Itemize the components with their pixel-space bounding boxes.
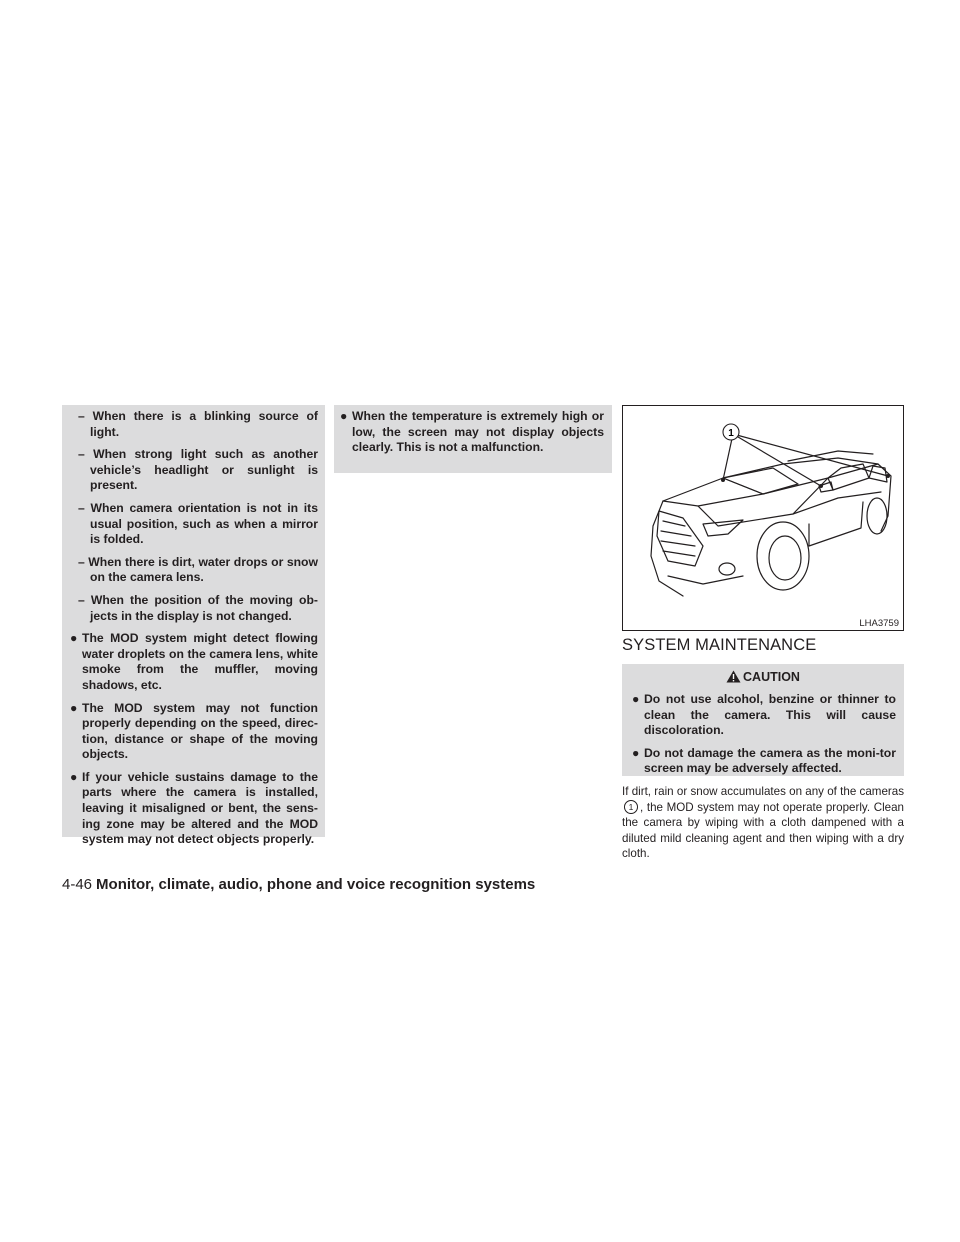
bullet-text: The MOD system might detect flowing water droplets on the camera lens, white smoke from the muffler, moving shadows, etc.	[82, 631, 318, 692]
maintenance-text-end: , the MOD system may not operate properly. Clean the camera by wiping with a cloth dampened with a diluted mild cleaning agent and then wiping with a dry cloth.	[622, 800, 904, 861]
bullet-item	[340, 409, 604, 456]
bullet-item	[70, 701, 318, 763]
bullet-icon: ●	[632, 692, 640, 706]
bullet-item	[70, 631, 318, 693]
maintenance-paragraph	[622, 784, 904, 862]
bullet-icon: ●	[70, 769, 78, 784]
bullet-text: The MOD system may not function properly depending on the speed, direc-tion, distance or shape of the moving objects.	[82, 700, 318, 762]
page-footer	[62, 876, 535, 893]
warning-triangle-icon	[726, 670, 741, 683]
dash-item: – When there is a blinking source of light.	[78, 409, 318, 439]
callout-number: 1	[728, 428, 734, 439]
bullet-icon: ●	[70, 700, 78, 715]
bullet-item	[70, 770, 318, 848]
callout-ref: 1	[624, 800, 638, 814]
chapter-title: Monitor, climate, audio, phone and voice recognition systems	[96, 876, 536, 893]
bullet-text: If your vehicle sustains damage to the parts where the camera is installed, leaving it misaligned or bent, the sens-ing zone may be altered and the MOD system may not detect objects properly.	[82, 769, 318, 847]
bullet-text: When the temperature is extremely high or low, the screen may not display objects clearly. This is not a malfunction.	[352, 409, 604, 455]
dash-item: – When the position of the moving ob-jects in the display is not changed.	[78, 592, 318, 623]
dash-item: – When strong light such as another vehicle’s headlight or sunlight is present.	[78, 447, 318, 493]
bullet-icon: ●	[340, 409, 348, 423]
bullet-text: Do not damage the camera as the moni-tor screen may be adversely affected.	[644, 745, 896, 776]
bullet-item	[632, 692, 896, 739]
caution-list	[632, 692, 896, 784]
warning-list-1	[70, 409, 318, 855]
bullet-icon: ●	[70, 631, 78, 646]
dash-item: – When camera orientation is not in its usual position, such as when a mirror is folded.	[78, 500, 318, 547]
section-title: SYSTEM MAINTENANCE	[622, 636, 817, 654]
vehicle-camera-figure	[622, 405, 904, 631]
bullet-text: Do not use alcohol, benzine or thinner to clean the camera. This will cause discoloration.	[644, 692, 896, 738]
caution-label: CAUTION	[743, 670, 800, 684]
page-number: 4-46	[62, 876, 93, 893]
figure-code: LHA3759	[859, 618, 899, 629]
suv-illustration	[623, 406, 903, 630]
bullet-item	[632, 746, 896, 777]
warning-list-2	[340, 409, 604, 463]
caution-heading	[622, 670, 904, 684]
dash-item: – When there is dirt, water drops or snow on the camera lens.	[78, 554, 318, 585]
bullet-icon: ●	[632, 745, 640, 760]
maintenance-text-start: If dirt, rain or snow accumulates on any of the cameras	[622, 785, 904, 798]
